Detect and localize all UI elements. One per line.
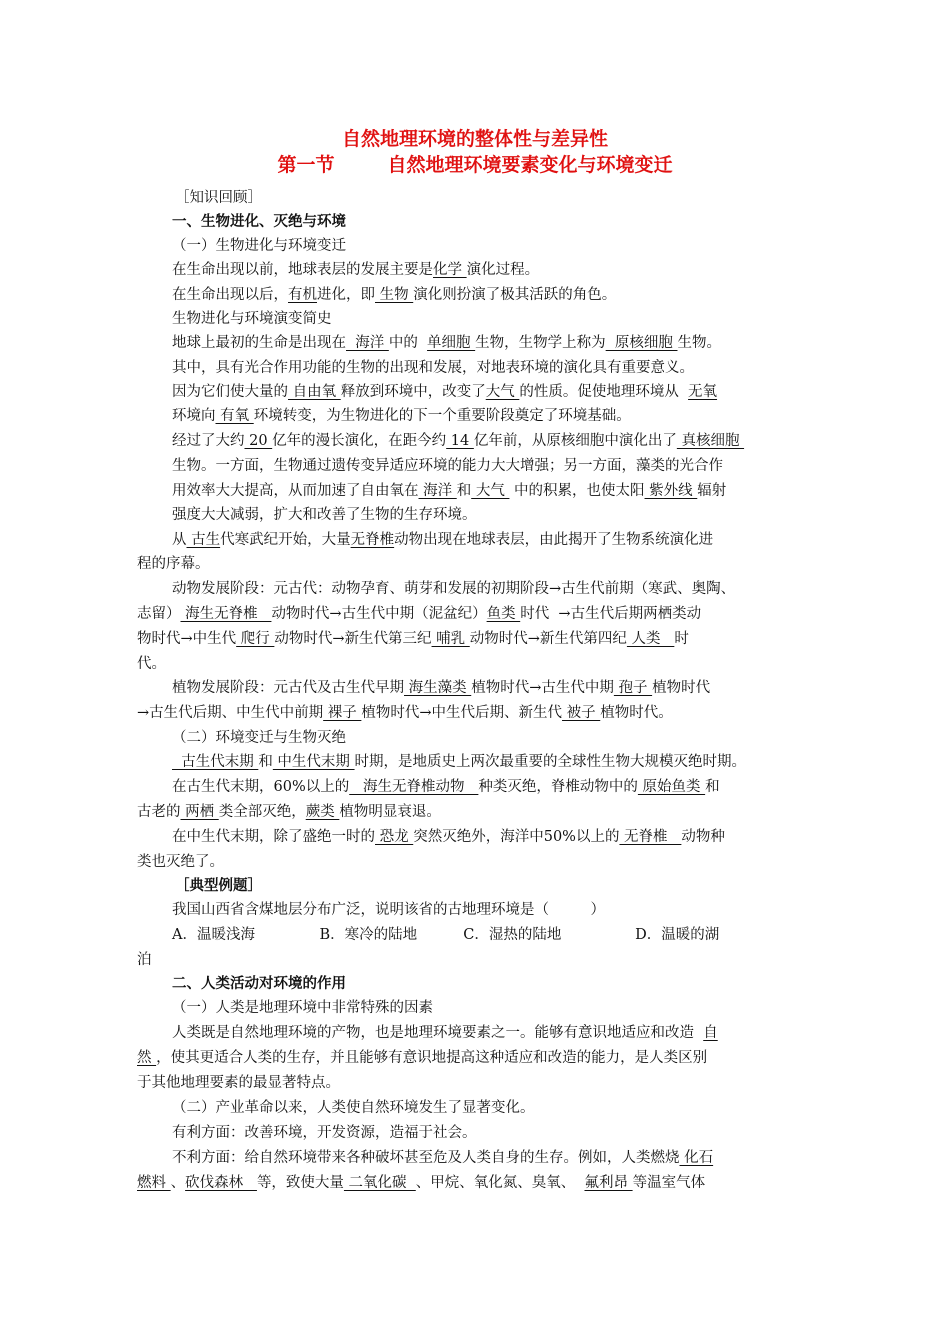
text-line — [172, 260, 539, 280]
text-segment: 生物。 — [677, 335, 721, 351]
text-segment: 其中，具有光合作用功能的生物的出现和发展，对地表环境的演化具有重要意义。 — [172, 360, 694, 376]
answer-blank: 无脊椎 — [350, 532, 395, 548]
answer-blank: 人类 — [626, 631, 675, 647]
text-segment: 种类灭绝，脊椎动物中的 — [478, 779, 638, 795]
text-segment: 经过了大约 — [172, 433, 245, 449]
text-segment: 二、人类活动对环境的作用 — [172, 975, 346, 992]
text-segment: ［知识回顾］ — [175, 190, 262, 206]
text-line — [137, 703, 673, 723]
text-segment: 生物。一方面，生物通过遗传变异适应环境的能力大大增强；另一方面，藻类的光合作 — [172, 458, 723, 474]
answer-blank: 大气 — [485, 384, 520, 400]
text-segment: 我国山西省含煤地层分布广泛，说明该省的古地理环境是（ ） — [172, 902, 605, 918]
answer-blank: 自 — [703, 1025, 718, 1041]
text-segment: 时 — [674, 631, 689, 647]
text-line — [172, 431, 744, 451]
text-segment: 代。 — [137, 656, 166, 672]
text-segment: 从 — [172, 532, 187, 548]
text-line — [172, 333, 721, 353]
answer-blank: 然 — [137, 1050, 157, 1066]
section-title: 第一节 自然地理环境要素变化与环境变迁 — [277, 154, 673, 176]
text-segment: 植物时代→古生代中期 — [471, 680, 614, 696]
answer-blank: 化石 — [679, 1150, 714, 1166]
text-segment: 植物时代 — [652, 680, 711, 696]
text-line — [172, 974, 346, 994]
text-segment: 代寒武纪开始，大量 — [220, 532, 351, 548]
answer-blank: 真核细胞 — [676, 433, 745, 449]
text-segment: 进化，即 — [317, 287, 375, 303]
text-line — [172, 728, 346, 748]
text-segment: 因为它们使大量的 — [172, 384, 288, 400]
answer-blank: 原核细胞 — [605, 335, 678, 351]
answer-blank: 14 — [446, 433, 474, 449]
text-line — [137, 1173, 705, 1193]
answer-blank: 无脊椎 — [619, 829, 682, 845]
answer-blank: 大气 — [471, 483, 510, 499]
text-line — [172, 530, 713, 550]
text-segment: 植物时代。 — [600, 705, 673, 721]
text-line — [137, 554, 210, 574]
text-segment: 辐射 — [697, 483, 727, 499]
answer-blank: 海洋 — [418, 483, 457, 499]
text-line — [137, 1073, 340, 1093]
text-segment: 程的序幕。 — [137, 556, 210, 572]
text-segment: 强度大大减弱，扩大和改善了生物的生存环境。 — [172, 507, 477, 523]
document-title: 自然地理环境的整体性与差异性 — [341, 128, 608, 150]
text-segment: 环境向 — [172, 408, 216, 424]
text-segment: 生物，生物学上称为 — [475, 335, 606, 351]
text-segment: 类全部灭绝， — [218, 804, 306, 820]
text-line — [175, 876, 262, 896]
text-segment: 植物时代→中生代后期、新生代 — [361, 705, 563, 721]
text-segment: 一、生物进化、灭绝与环境 — [172, 213, 346, 230]
text-line — [172, 579, 735, 599]
text-line — [172, 925, 719, 945]
text-line — [172, 358, 694, 378]
text-line — [137, 604, 701, 624]
text-line — [172, 406, 631, 426]
answer-blank: 古生代末期 — [172, 754, 259, 770]
text-segment: 亿年的漫长演化，在距今约 — [272, 433, 447, 449]
text-segment: 地球上最初的生命是出现在 — [172, 335, 346, 351]
text-segment: 中的积累，也使太阳 — [509, 483, 645, 499]
text-segment: 植物发展阶段：元古代及古生代早期 — [172, 680, 404, 696]
answer-blank: 无氧 — [688, 384, 718, 400]
text-line — [137, 852, 224, 872]
answer-blank: 自由氧 — [288, 384, 341, 400]
text-segment: 时代 →古生代后期两栖类动 — [520, 606, 702, 622]
text-line — [172, 456, 723, 476]
text-line — [137, 629, 689, 649]
text-line — [172, 900, 605, 920]
text-segment: 动物种 — [681, 829, 725, 845]
text-segment: 有利方面：改善环境，开发资源，造福于社会。 — [172, 1125, 477, 1141]
text-line — [172, 777, 720, 797]
text-line — [172, 678, 710, 698]
text-line — [172, 481, 726, 501]
text-segment: A．温暖浅海 B．寒冷的陆地 C．湿热的陆地 D．温暖的湖 — [172, 927, 720, 943]
answer-blank: 生物 — [375, 287, 414, 303]
text-segment: 和 — [705, 779, 720, 795]
text-line — [172, 1148, 713, 1168]
answer-blank: 爬行 — [236, 631, 275, 647]
text-segment: 、甲烷、氧化氮、臭氧、 — [415, 1175, 585, 1191]
answer-blank: 单细胞 — [427, 335, 476, 351]
answer-blank: 哺乳 — [431, 631, 470, 647]
text-line — [172, 752, 746, 772]
text-segment: 释放到环境中，改变了 — [340, 384, 486, 400]
text-segment: 演化则扮演了极其活跃的角色。 — [413, 287, 617, 303]
text-segment: 在中生代末期，除了盛绝一时的 — [172, 829, 375, 845]
text-segment: 时期，是地质史上两次最重要的全球性生物大规模灭绝时期。 — [354, 754, 747, 770]
text-segment: 等，致使大量 — [256, 1175, 344, 1191]
text-segment: 和 — [456, 483, 472, 499]
text-segment: 动物时代→新生代第三纪 — [274, 631, 432, 647]
text-segment: 动物出现在地球表层，由此揭开了生物系统演化进 — [394, 532, 714, 548]
text-segment: 于其他地理要素的最显著特点。 — [137, 1075, 340, 1091]
text-segment: （二）产业革命以来，人类使自然环境发生了显著变化。 — [172, 1100, 535, 1116]
text-line — [137, 950, 152, 970]
answer-blank: 20 — [244, 433, 273, 449]
answer-blank: 砍伐森林 — [185, 1175, 257, 1191]
text-segment: 中的 — [388, 335, 428, 351]
text-segment: 志留） — [137, 606, 181, 622]
answer-blank: 鱼类 — [486, 606, 521, 622]
text-segment: 和 — [258, 754, 273, 770]
answer-blank: 裸子 — [323, 705, 362, 721]
text-line — [172, 827, 725, 847]
answer-blank: 古生 — [186, 532, 221, 548]
text-segment: 环境转变，为生物进化的下一个重要阶段奠定了环境基础。 — [253, 408, 631, 424]
answer-blank: 燃料 — [137, 1175, 171, 1191]
text-segment: （一）人类是地理环境中非常特殊的因素 — [172, 1000, 433, 1016]
text-segment: 古老的 — [137, 804, 181, 820]
text-segment: 的性质。促使地理环境从 — [519, 384, 689, 400]
text-segment: 类也灭绝了。 — [137, 854, 224, 870]
text-segment: 动物时代→新生代第四纪 — [469, 631, 627, 647]
answer-blank: 紫外线 — [644, 483, 698, 499]
text-segment: ，使其更适合人类的生存，并且能够有意识地提高这种适应和改造的能力，是人类区别 — [156, 1050, 708, 1066]
text-line — [172, 1023, 718, 1043]
answer-blank: 孢子 — [613, 680, 653, 696]
answer-blank: 原始鱼类 — [637, 779, 706, 795]
text-line — [172, 998, 433, 1018]
text-segment: 植物明显衰退。 — [339, 804, 441, 820]
text-segment: 生物进化与环境演变简史 — [172, 311, 332, 327]
answer-blank: 海洋 — [346, 335, 389, 351]
text-segment: 在古生代末期，60%以上的 — [172, 779, 350, 795]
answer-blank: 被子 — [562, 705, 601, 721]
text-segment: ［典型例题］ — [175, 877, 262, 894]
text-segment: 、 — [170, 1175, 186, 1191]
text-line — [172, 309, 332, 329]
answer-blank: 海生藻类 — [404, 680, 472, 696]
answer-blank: 蕨类 — [305, 804, 340, 820]
answer-blank: 两栖 — [180, 804, 219, 820]
text-segment: 动物时代→古生代中期（泥盆纪） — [271, 606, 487, 622]
answer-blank: 中生代末期 — [272, 754, 355, 770]
text-line — [137, 654, 166, 674]
answer-blank: 化学 — [433, 262, 467, 278]
text-segment: 在生命出现以前，地球表层的发展主要是 — [172, 262, 433, 278]
text-segment: 人类既是自然地理环境的产物，也是地理环境要素之一。能够有意识地适应和改造 — [172, 1025, 704, 1041]
text-segment: （二）环境变迁与生物灭绝 — [172, 730, 346, 746]
text-segment: （一）生物进化与环境变迁 — [172, 238, 346, 254]
text-line — [172, 236, 346, 256]
text-segment: 等温室气体 — [632, 1175, 706, 1191]
text-segment: 突然灭绝外，海洋中50%以上的 — [413, 829, 620, 845]
text-line — [172, 285, 616, 305]
text-line — [172, 1098, 535, 1118]
text-line — [172, 1123, 477, 1143]
text-line — [137, 802, 441, 822]
text-segment: 用效率大大提高，从而加速了自由氧在 — [172, 483, 419, 499]
text-segment: 物时代→中生代 — [137, 631, 237, 647]
text-segment: 动物发展阶段：元古代：动物孕育、萌芽和发展的初期阶段→古生代前期（寒武、奥陶、 — [172, 581, 736, 597]
text-line — [175, 188, 262, 208]
answer-blank: 有机 — [288, 287, 317, 303]
answer-blank: 恐龙 — [375, 829, 414, 845]
answer-blank: 海生无脊椎动物 — [349, 779, 479, 795]
text-segment: →古生代后期、中生代中前期 — [137, 705, 324, 721]
text-segment: 亿年前，从原核细胞中演化出了 — [473, 433, 677, 449]
text-segment: 泊 — [137, 952, 152, 968]
answer-blank: 海生无脊椎 — [180, 606, 272, 622]
answer-blank: 有氧 — [215, 408, 254, 424]
text-line — [172, 212, 346, 232]
text-segment: 在生命出现以后， — [172, 287, 288, 303]
text-line — [137, 1048, 707, 1068]
text-segment: 不利方面：给自然环境带来各种破坏甚至危及人类自身的生存。例如，人类燃烧 — [172, 1150, 680, 1166]
text-segment: 演化过程。 — [466, 262, 540, 278]
answer-blank: 氟利昂 — [584, 1175, 633, 1191]
text-line — [172, 505, 477, 525]
text-line — [172, 382, 717, 402]
answer-blank: 二氧化碳 — [343, 1175, 416, 1191]
